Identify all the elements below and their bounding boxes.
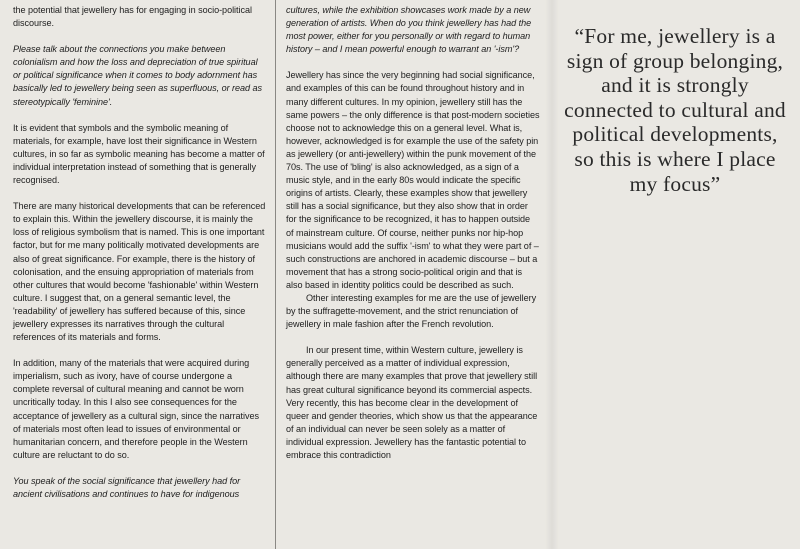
interview-question: Please talk about the connections you make between colonialism and how the loss and depreciation of true spiritual or political significance when it comes to body adornment has basically led to jewellery being seen as superfluous, or read as stereotypically 'feminine'. xyxy=(13,44,263,107)
column-divider xyxy=(275,0,276,549)
paragraph: There are many historical developments that can be referenced to explain this. Within the jewellery discourse, it is mainly the loss of religious symbolism that is named. This is one important factor, but for me many politically motivated developments are also of great significance. For example, there is the history of colonisation, and the ensuing appropriation of materials from other cultures that would become 'fashionable' within Western culture. I suggest that, on a general semantic level, the 'readability' of jewellery has suffered because of this, since jewellery expresses its narratives through the cultural references of its materials and forms. xyxy=(13,201,266,343)
paragraph: In addition, many of the materials that were acquired during imperialism, such as ivory, have of course undergone a complete reversal of cultural meaning and cannot be worn uncritically today. In this I also see consequences for the acceptance of jewellery as a cultural sign, since the narratives of materials most often lead to issues of environmental or humanitarian concern, and therefore people in the Western culture are reluctant to do so. xyxy=(13,358,259,460)
paragraph: It is evident that symbols and the symbolic meaning of materials, for example, have lost their significance in Western cultures, in so far as symbolic meaning has become a matter of individual interpretation instead of something that is generally recognised. xyxy=(13,122,265,186)
middle-text-column xyxy=(286,4,540,475)
paragraph: Other interesting examples for me are the use of jewellery by the suffragette-movement, and the strict renunciation of jewellery in male fashion after the French revolution. xyxy=(286,292,537,330)
pull-quote: “For me, jewellery is a sign of group belonging, and it is strongly connected to cultural and political developments, so this is where I place my focus” xyxy=(564,24,786,196)
interview-question: cultures, while the exhibition showcases work made by a new generation of artists. When do you think jewellery has had the most power, either for you personally or with regard to human history – and I mean powerful enough to warrant an '-ism'? xyxy=(286,5,532,55)
page-gutter xyxy=(545,0,559,549)
left-text-column xyxy=(13,4,267,514)
paragraph: Jewellery has since the very beginning had social significance, and examples of this can be found throughout history and in many different cultures. In my opinion, jewellery still has the same powers – the only difference is that post-modern societies choose not to acknowledge this on a general level. What is, however, acknowledged is for example the use of the safety pin as jewellery (or anti-jewellery) within the punk movement of the 70s. The use of 'bling' is also acknowledged, as a sign of a music style, and in the early 80s would indicate the specific origins of artists. Clearly, these examples show that jewellery still has a social significance, but they also show that in order for the significance to be recognized, it has to happen outside of mainstream culture. Of course, neither punks nor hip-hop musicians would add the suffix '-ism' to what they were part of – such constructions are anchored in academic discourse – but a movement that has a strong socio-political origin and that is also based in identity politics could be described as such. xyxy=(286,70,540,290)
interview-question: You speak of the social significance that jewellery had for ancient civilisations and continues to have for indigenous xyxy=(13,475,241,499)
paragraph: the potential that jewellery has for engaging in socio-political discourse. xyxy=(13,5,252,29)
paragraph: In our present time, within Western culture, jewellery is generally perceived as a matter of individual expression, although there are many examples that prove that jewellery still has great cultural significance beyond its commercial aspects. Very recently, this has become clear in the development of queer and gender theories, which show us that the appearance of an individual can never be seen solely as a matter of individual expression. Jewellery has the fantastic potential to embrace this contradiction xyxy=(286,345,538,460)
